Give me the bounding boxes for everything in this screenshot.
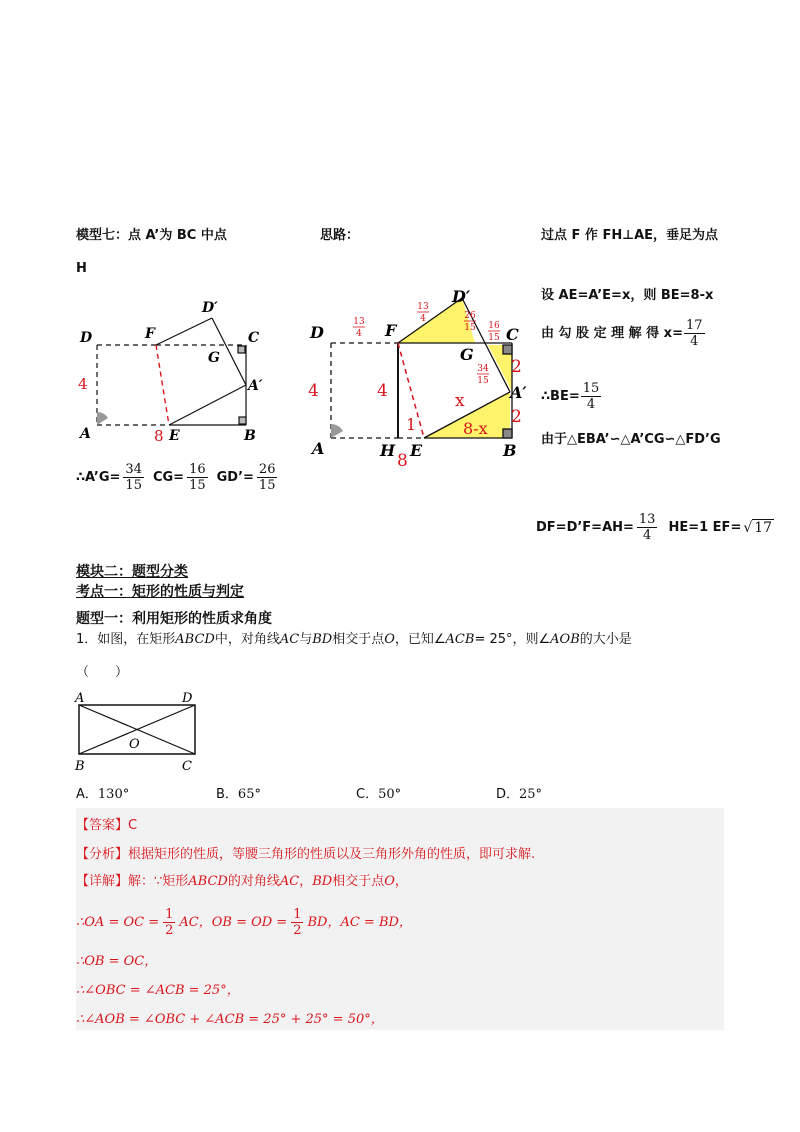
fig2-df-den: 4 [356,329,362,339]
model-title: 模型七：点 A’为 BC 中点 [76,228,227,243]
idea-label: 思路： [320,228,360,243]
fig1-side-left: 4 [78,375,88,393]
fig1-label-F: F [145,326,155,342]
fig1-label-C: C [248,330,260,346]
fig2-ag-num: 34 [477,364,489,374]
qfig-label-D: D [182,691,193,706]
type-heading: 题型一：利用矩形的性质求角度 [76,611,272,627]
detail-line-4: ∴∠OBC = ∠ACB = 25°， [76,983,240,998]
point-heading: 考点一：矩形的性质与判定 [76,584,244,600]
question-paren: （ ） [76,665,129,680]
answer-line: 【答案】C [76,818,138,833]
fig2-fh-4: 4 [377,381,388,401]
fig2-cg-num: 16 [488,321,500,331]
fig1-label-E: E [169,428,180,444]
fig1-side-bottom: 8 [154,427,164,445]
fig2-label-B: B [503,441,517,460]
detail-line-3: ∴OB = OC， [76,954,158,969]
step1-line1: 过点 F 作 FH⊥AE，垂足为点 [541,228,719,243]
option-a[interactable]: A．130° [76,787,130,802]
analysis-line: 【分析】根据矩形的性质，等腰三角形的性质以及三角形外角的性质，即可求解. [76,847,536,862]
fig2-label-G: G [460,345,474,364]
fig2-gd-num: 26 [464,311,476,321]
option-b[interactable]: B．65° [216,787,261,802]
fig2-he-1: 1 [406,415,417,434]
module-heading: 模块二：题型分类 [76,564,188,580]
detail-line-1: 【详解】解：∵矩形ABCD的对角线AC，BD相交于点O， [76,874,408,889]
fig2-be: 8-x [463,419,488,438]
fig2-fd-den: 4 [420,314,426,324]
detail-line-5: ∴∠AOB = ∠OBC + ∠ACB = 25° + 25° = 50°， [76,1012,384,1027]
detail-line-2: ∴OA = OC = $\frac{1}{2}$ AC，OB = OD = $\frac{1}{2}$ BD，AC = BD， [76,907,412,938]
fig2-label-Ap: A′ [510,383,527,402]
question-text: 1．如图，在矩形ABCD中，对角线AC与BD相交于点O，已知∠ACB= 25°，则∠AOB的大小是 [76,632,632,647]
fig2-label-E: E [410,441,423,460]
fig2-bottom-8: 8 [397,451,408,470]
fig2-ca: 2 [511,357,522,377]
fig2-label-C: C [506,325,519,344]
fig1-label-B: B [244,428,256,444]
fig2-label-Dp: D′ [452,287,471,306]
fig1-label-Ap: A′ [248,378,263,394]
qfig-label-A: A [75,691,85,706]
fig1-label-Dp: D′ [202,300,218,316]
step2: 设 AE=A’E=x，则 BE=8-x [541,288,714,303]
option-c[interactable]: C．50° [356,787,402,802]
fig1-label-A: A [80,426,91,442]
fig1-label-D: D [80,330,93,346]
fig2-label-A: A [312,439,325,458]
fig2-label-F: F [385,321,397,340]
fig2-gd-den: 15 [464,323,476,333]
question-figure [70,688,210,776]
fig2-ag-den: 15 [477,376,489,386]
fig2-ab: 2 [511,407,522,427]
fig2-label-D: D [310,323,324,342]
fig2-df-num: 13 [353,317,365,327]
fig2-cg-den: 15 [488,333,500,343]
option-d[interactable]: D．25° [496,787,543,802]
qfig-label-O: O [129,737,140,752]
fig2-fd-num: 13 [417,302,429,312]
fig1-label-G: G [208,350,220,366]
fig2-x: x [455,391,465,411]
step1-line2: H [76,261,87,276]
step3: 由 勾 股 定 理 解 得 x= $\frac{17}{4}$ [541,318,703,349]
step5: 由于△EBA’∽△A’CG∽△FD’G [541,432,721,447]
fig2-label-H: H [380,441,396,460]
result-left: ∴A’G= $\frac{34}{15}$ CG= $\frac{16}{15}$ GD’= $\frac{26}{15}$ [76,462,276,493]
qfig-label-B: B [75,759,85,774]
figure-1 [70,290,280,450]
qfig-label-C: C [182,759,192,774]
fig2-left-4: 4 [308,381,319,401]
step4: ∴BE= $\frac{15}{4}$ [541,381,600,412]
figure-2 [300,280,535,470]
result-right: DF=D’F=AH= $\frac{13}{4}$ HE=1 EF= √ 17 [536,512,773,543]
